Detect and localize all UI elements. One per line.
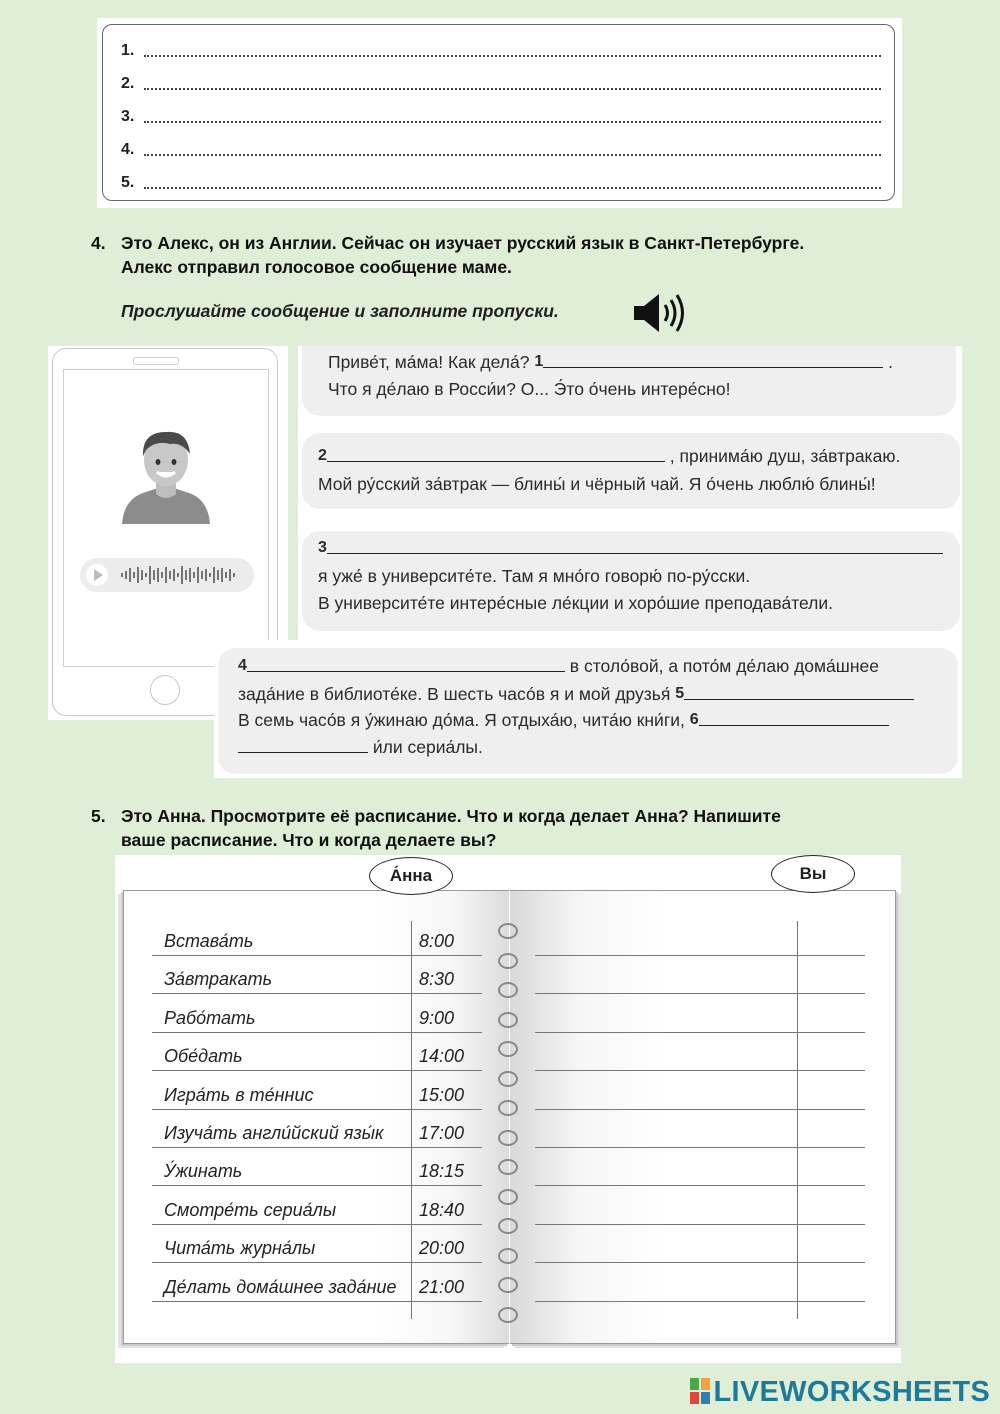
message2-text-a: , принима́ю душ, за́втракаю. bbox=[669, 446, 901, 466]
answer-line-3[interactable] bbox=[121, 103, 881, 131]
message4-text-d: и́ли сериа́лы. bbox=[372, 737, 483, 757]
binder-ring bbox=[498, 1248, 518, 1264]
play-icon[interactable] bbox=[86, 564, 108, 586]
schedule-activity: Обе́дать bbox=[164, 1046, 243, 1067]
answer-number: 2. bbox=[121, 75, 135, 92]
your-schedule-line[interactable] bbox=[535, 1262, 865, 1263]
exercise4-line2: Алекс отправил голосовое сообщение маме. bbox=[121, 257, 512, 277]
answer-number: 1. bbox=[121, 42, 135, 59]
gap-5-input[interactable] bbox=[684, 681, 914, 700]
binder-ring bbox=[498, 953, 518, 969]
answer-number: 3. bbox=[121, 108, 135, 125]
message-4-area bbox=[214, 640, 962, 778]
message1-text-b: Что я де́лаю в Росси́и? О... Э́то о́чень интере́сно! bbox=[328, 379, 731, 399]
schedule-time: 15:00 bbox=[419, 1084, 465, 1105]
answer-line-1[interactable] bbox=[121, 37, 881, 65]
gap-4-input[interactable] bbox=[247, 653, 565, 672]
gap-number: 3 bbox=[318, 539, 327, 556]
schedule-activity: За́втракать bbox=[164, 969, 273, 990]
schedule-row bbox=[152, 1032, 482, 1071]
exercise4-task bbox=[91, 231, 971, 281]
binder-ring bbox=[498, 982, 518, 998]
schedule-row bbox=[152, 1147, 482, 1186]
binder-ring bbox=[498, 1130, 518, 1146]
voice-message-player[interactable] bbox=[80, 558, 254, 592]
message4-text-c: В семь часо́в я у́жинаю до́ма. Я отдыха́ю, чита́ю кни́ги, bbox=[238, 710, 685, 730]
your-schedule-line[interactable] bbox=[535, 993, 865, 994]
schedule-row bbox=[152, 1109, 482, 1148]
gap-1-input[interactable] bbox=[543, 349, 883, 368]
gap-number: 5 bbox=[675, 685, 685, 702]
schedule-row bbox=[152, 917, 482, 956]
message2-text-b: Мой ру́сский за́втрак — блины́ и чёрный чай. Я о́чень люблю́ блины́! bbox=[318, 474, 876, 494]
gap-3-input[interactable] bbox=[327, 535, 943, 554]
exercise4-line1: Это Алекс, он из Англии. Сейчас он изучает русский язык в Санкт-Петербурге. bbox=[121, 233, 805, 253]
schedule-time: 8:30 bbox=[419, 969, 455, 990]
schedule-time: 20:00 bbox=[419, 1238, 465, 1259]
binder-ring bbox=[498, 1012, 518, 1028]
schedule-time: 14:00 bbox=[419, 1046, 465, 1067]
message-bubble-1 bbox=[302, 346, 956, 416]
answer-line-4[interactable] bbox=[121, 136, 881, 164]
answer-line-5[interactable] bbox=[121, 169, 881, 197]
your-schedule-line[interactable] bbox=[535, 1301, 865, 1302]
schedule-time: 18:40 bbox=[419, 1199, 465, 1220]
schedule-row bbox=[152, 994, 482, 1033]
gap-number: 2 bbox=[318, 447, 327, 464]
phone-home-button bbox=[150, 675, 180, 705]
schedule-time: 18:15 bbox=[419, 1161, 465, 1182]
waveform-icon bbox=[120, 564, 244, 586]
message4-text-b: зада́ние в библиоте́ке. В шесть часо́в я и мой друзья́ bbox=[238, 684, 671, 704]
exercise-number: 5. bbox=[91, 806, 106, 826]
schedule-row bbox=[152, 1224, 482, 1263]
phone-screen bbox=[63, 369, 269, 667]
schedule-activity: Де́лать дома́шнее зада́ние bbox=[164, 1276, 397, 1297]
avatar-icon bbox=[116, 420, 216, 524]
exercise3-answer-area bbox=[97, 18, 902, 208]
gap-number: 6 bbox=[689, 711, 699, 728]
answer-number: 4. bbox=[121, 141, 135, 158]
gap-6-continuation[interactable] bbox=[238, 734, 368, 753]
message-bubble-3 bbox=[302, 531, 960, 631]
binder-ring bbox=[498, 1159, 518, 1175]
schedule-activity: Рабо́тать bbox=[164, 1007, 256, 1028]
exercise5-line2: ваше расписание. Что и когда делаете вы? bbox=[121, 830, 497, 850]
gap-number: 4 bbox=[238, 657, 247, 674]
message3-text-c: В университе́те интере́сные ле́кции и хоро́шие преподава́тели. bbox=[318, 593, 834, 613]
binder-ring bbox=[498, 1071, 518, 1087]
binder-ring bbox=[498, 1041, 518, 1057]
exercise3-answer-box bbox=[102, 24, 895, 201]
schedule-activity: Встава́ть bbox=[164, 931, 254, 951]
schedule-time: 21:00 bbox=[419, 1276, 465, 1297]
logo-text: LIVEWORKSHEETS bbox=[713, 1376, 990, 1408]
exercise5-line1: Это Анна. Просмотрите её расписание. Что и когда делает Анна? Напишите bbox=[121, 806, 781, 826]
exercise4-instruction: Прослушайте сообщение и заполните пропуски. bbox=[121, 301, 559, 321]
binder-ring bbox=[498, 1189, 518, 1205]
schedule-row bbox=[152, 1263, 482, 1302]
your-schedule-line[interactable] bbox=[535, 955, 865, 956]
schedule-activity: У́жинать bbox=[164, 1161, 243, 1182]
schedule-time: 9:00 bbox=[419, 1007, 455, 1028]
phone-speaker bbox=[133, 357, 179, 365]
your-schedule-line[interactable] bbox=[535, 1109, 865, 1110]
schedule-notebook bbox=[115, 855, 901, 1363]
message1-text-a: Приве́т, ма́ма! Как дела́? bbox=[328, 352, 530, 372]
your-schedule-page bbox=[510, 890, 896, 1344]
your-schedule-line[interactable] bbox=[535, 1147, 865, 1148]
schedule-time: 17:00 bbox=[419, 1123, 465, 1143]
binder-ring bbox=[498, 923, 518, 939]
binder-ring bbox=[498, 1100, 518, 1116]
schedule-activity: Изуча́ть англи́йский язы́к bbox=[164, 1123, 384, 1143]
answer-number: 5. bbox=[121, 174, 135, 191]
message3-text-b: я уже́ в университе́те. Там я мно́го говорю́ по-ру́сски. bbox=[318, 566, 751, 586]
schedule-row bbox=[152, 955, 482, 994]
liveworksheets-logo bbox=[690, 1376, 991, 1409]
schedule-row bbox=[152, 1071, 482, 1110]
message-bubble-2 bbox=[302, 433, 960, 509]
exercise-number: 4. bbox=[91, 233, 106, 253]
your-schedule-line[interactable] bbox=[535, 1185, 865, 1186]
schedule-activity: Чита́ть журна́лы bbox=[164, 1238, 316, 1259]
message1-after: . bbox=[888, 352, 893, 372]
message-bubble-4 bbox=[218, 648, 958, 774]
exercise5-task bbox=[91, 804, 971, 854]
you-label: Вы bbox=[771, 855, 855, 893]
binder-ring bbox=[498, 1218, 518, 1234]
anna-schedule-page bbox=[123, 890, 509, 1344]
your-schedule-line[interactable] bbox=[535, 1070, 865, 1071]
gap-2-input[interactable] bbox=[327, 443, 665, 462]
gap-number: 1 bbox=[534, 353, 544, 370]
liveworksheets-logo-icon bbox=[690, 1378, 710, 1404]
binder-ring bbox=[498, 1307, 518, 1323]
gap-6-input[interactable] bbox=[699, 707, 889, 726]
your-schedule-line[interactable] bbox=[535, 1224, 865, 1225]
schedule-row bbox=[152, 1186, 482, 1225]
anna-label: А́нна bbox=[369, 857, 453, 895]
schedule-time: 8:00 bbox=[419, 931, 455, 951]
schedule-activity: Игра́ть в те́ннис bbox=[164, 1084, 314, 1105]
schedule-activity: Смотре́ть сериа́лы bbox=[164, 1199, 337, 1220]
binder-ring bbox=[498, 1277, 518, 1293]
answer-line-2[interactable] bbox=[121, 70, 881, 98]
your-schedule-line[interactable] bbox=[535, 1032, 865, 1033]
message4-text-a: в столо́вой, а пото́м де́лаю дома́шнее bbox=[569, 656, 879, 676]
speaker-icon[interactable] bbox=[631, 292, 687, 334]
